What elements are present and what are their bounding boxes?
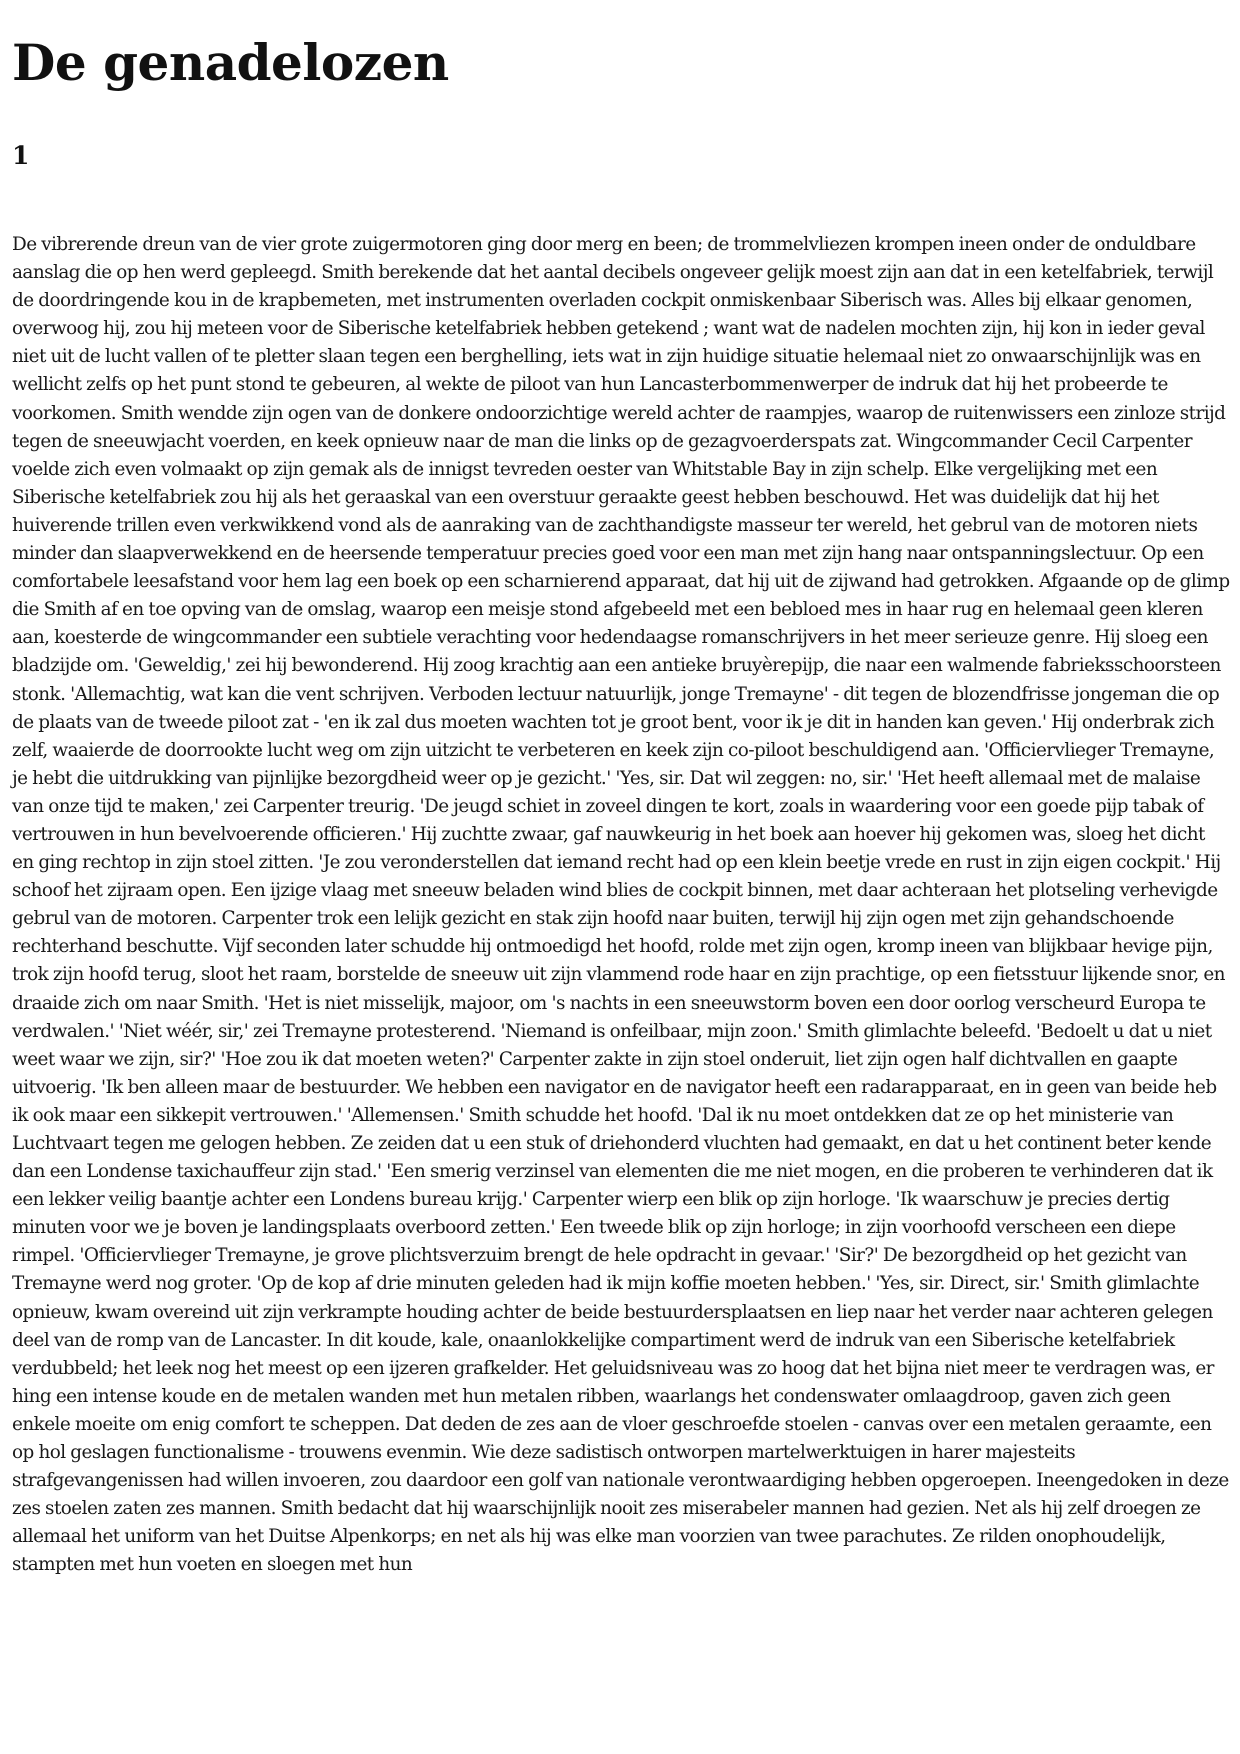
document-title: De genadelozen [12,33,449,92]
chapter-body-text: De vibrerende dreun van de vier grote zuigermotoren ging door merg en been; de trommelvliezen krompen ineen onder de onduldbare aanslag die op hen werd gepleegd. Smith berekende dat het aantal decibels ongeveer gelijk moest zijn aan dat in een ketelfabriek, terwijl de doordringende kou in de krapbemeten, met instrumenten overladen cockpit onmiskenbaar Siberisch was. Alles bij elkaar genomen, overwoog hij, zou hij meteen voor de Siberische ketelfabriek hebben getekend ; want wat de nadelen mochten zijn, hij kon in ieder geval niet uit de lucht vallen of te pletter slaan tegen een berghelling, iets wat in zijn huidige situatie helemaal niet zo onwaarschijnlijk was en wellicht zelfs op het punt stond te gebeuren, al wekte de piloot van hun Lancasterbommenwerper de indruk dat hij het probeerde te voorkomen. Smith wendde zijn ogen van de donkere ondoorzichtige wereld achter de raampjes, waarop de ruitenwissers een zinloze strijd tegen de sneeuwjacht voerden, en keek opnieuw naar de man die links op de gezagvoerderspats zat. Wingcommander Cecil Carpenter voelde zich even volmaakt op zijn gemak als de innigst tevreden oester van Whitstable Bay in zijn schelp. Elke vergelijking met een Siberische ketelfabriek zou hij als het geraaskal van een overstuur geraakte geest hebben beschouwd. Het was duidelijk dat hij het huiverende trillen even verkwikkend vond als de aanraking van de zachthandigste masseur ter wereld, het gebrul van de motoren niets minder dan slaapverwekkend en de heersende temperatuur precies goed voor een man met zijn hang naar ontspanningslectuur. Op een comfortabele leesafstand voor hem lag een boek op een scharnierend apparaat, dat hij uit de zijwand had getrokken. Afgaande op de glimp die Smith af en toe opving van de omslag, waarop een meisje stond afgebeeld met een bebloed mes in haar rug en helemaal geen kleren aan, koesterde de wingcommander een subtiele verachting voor hedendaagse romanschrijvers in het meer serieuze genre. Hij sloeg een bladzijde om. 'Geweldig,' zei hij bewonderend. Hij zoog krachtig aan een antieke bruyèrepijp, die naar een walmende fabrieksschoorsteen stonk. 'Allemachtig, wat kan die vent schrijven. Verboden lectuur natuurlijk, jonge Tremayne' - dit tegen de blozendfrisse jongeman die op de plaats van de tweede piloot zat - 'en ik zal dus moeten wachten tot je groot bent, voor ik je dit in handen kan geven.' Hij onderbrak zich zelf, waaierde de doorrookte lucht weg om zijn uitzicht te verbeteren en keek zijn co-piloot beschuldigend aan. 'Officiervlieger Tremayne, je hebt die uitdrukking van pijnlijke bezorgdheid weer op je gezicht.' 'Yes, sir. Dat wil zeggen: no, sir.' 'Het heeft allemaal met de malaise van onze tijd te maken,' zei Carpenter treurig. 'De jeugd schiet in zoveel dingen te kort, zoals in waardering voor een goede pijp tabak of vertrouwen in hun bevelvoerende officieren.' Hij zuchtte zwaar, gaf nauwkeurig in het boek aan hoever hij gekomen was, sloeg het dicht en ging rechtop in zijn stoel zitten. 'Je zou veronderstellen dat iemand recht had op een klein beetje vrede en rust in zijn eigen cockpit.' Hij schoof het zijraam open. Een ijzige vlaag met sneeuw beladen wind blies de cockpit binnen, met daar achteraan het plotseling verhevigde gebrul van de motoren. Carpenter trok een lelijk gezicht en stak zijn hoofd naar buiten, terwijl hij zijn ogen met zijn gehandschoende rechterhand beschutte. Vijf seconden later schudde hij ontmoedigd het hoofd, rolde met zijn ogen, kromp ineen van blijkbaar hevige pijn, trok zijn hoofd terug, sloot het raam, borstelde de sneeuw uit zijn vlammend rode haar en zijn prachtige, op een fietsstuur lijkende snor, en draaide zich om naar Smith. 'Het is niet misselijk, majoor, om 's nachts in een sneeuwstorm boven een door oorlog verscheurd Europa te verdwalen.' 'Niet wéér, sir,' zei Tremayne protesterend. 'Niemand is onfeilbaar, mijn zoon.' Smith glimlachte beleefd. 'Bedoelt u dat u niet weet waar we zijn, sir?' 'Hoe zou ik dat moeten weten?' Carpenter zakte in zijn stoel onderuit, liet zijn ogen half dichtvallen en gaapte uitvoerig. 'Ik ben alleen maar de bestuurder. We hebben een navigator en de navigator heeft een radarapparaat, en in geen van beide heb ik ook maar een sikkepit vertrouwen.' 'Allemensen.' Smith schudde het hoofd. 'Dal ik nu moet ontdekken dat ze op het ministerie van Luchtvaart tegen me gelogen hebben. Ze zeiden dat u een stuk of driehonderd vluchten had gemaakt, en dat u het continent beter kende dan een Londense taxichauffeur zijn stad.' 'Een smerig verzinsel van elementen die me niet mogen, en die proberen te verhinderen dat ik een lekker veilig baantje achter een Londens bureau krijg.' Carpenter wierp een blik op zijn horloge. 'Ik waarschuw je precies dertig minuten voor we je boven je landingsplaats overboord zetten.' Een tweede blik op zijn horloge; in zijn voorhoofd verscheen een diepe rimpel. 'Officiervlieger Tremayne, je grove plichtsverzuim brengt de hele opdracht in gevaar.' 'Sir?' De bezorgdheid op het gezicht van Tremayne werd nog groter. 'Op de kop af drie minuten geleden had ik mijn koffie moeten hebben.' 'Yes, sir. Direct, sir.' Smith glimlachte opnieuw, kwam overeind uit zijn verkrampte houding achter de beide bestuurdersplaatsen en liep naar het verder naar achteren gelegen deel van de romp van de Lancaster. In dit koude, kale, onaanlokkelijke compartiment werd de indruk van een Siberische ketelfabriek verdubbeld; het leek nog het meest op een ijzeren grafkelder. Het geluidsniveau was zo hoog dat het bijna niet meer te verdragen was, er hing een intense koude en de metalen wanden met hun metalen ribben, waarlangs het condenswater omlaagdroop, gaven zich geen enkele moeite om enig comfort te scheppen. Dat deden de zes aan de vloer geschroefde stoelen - canvas over een metalen geraamte, een op hol geslagen functionalisme - trouwens evenmin. Wie deze sadistisch ontworpen martelwerktuigen in harer majesteits strafgevangenissen had willen invoeren, zou daardoor een golf van nationale verontwaardiging hebben opgeroepen. Ineengedoken in deze zes stoelen zaten zes mannen. Smith bedacht dat hij waarschijnlijk nooit zes miserabeler mannen had gezien. Net als hij zelf droegen ze allemaal het uniform van het Duitse Alpenkorps; en net als hij was elke man voorzien van twee parachutes. Ze rilden onophoudelijk, stampten met hun voeten en sloegen met hun [12,234,1230,1576]
chapter-heading: 1 [12,141,30,170]
